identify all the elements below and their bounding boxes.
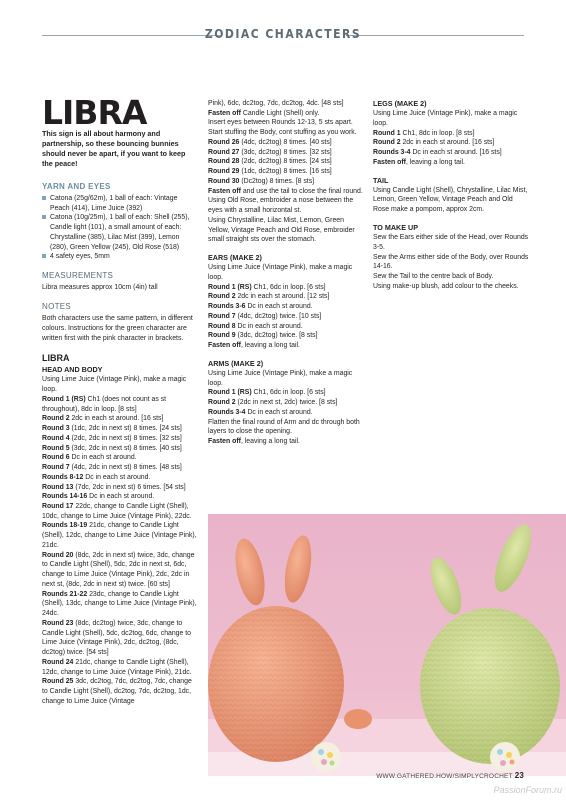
instruction-line <box>373 109 529 128</box>
instruction-text: (1dc, 2dc in next st) 8 times. [24 sts] <box>69 425 182 433</box>
yarn-item: Catona (25g/62m), 1 ball of each: Vintage Peach (414), Lime Juice (392) <box>42 194 198 213</box>
instruction-text: , leaving a long tail. <box>240 342 300 350</box>
round-label: Round 7 <box>42 464 70 472</box>
instruction-text: Dc in each st around. <box>83 473 151 481</box>
instruction-line <box>208 109 364 119</box>
instruction-text: 22dc, change to Candle Light (Shell), 10dc, change to Lime Juice (Vintage Pink), 22dc. <box>42 503 192 520</box>
instruction-text: Dc in each st around. [16 sts] <box>410 149 502 157</box>
body-instructions <box>208 99 364 245</box>
instruction-line <box>208 128 364 138</box>
round-label: Round 17 <box>42 503 74 511</box>
column-1 <box>42 93 198 706</box>
instruction-text: Ch1, 6dc in loop. [6 sts] <box>251 389 326 397</box>
instruction-line <box>208 118 364 128</box>
instruction-line <box>208 388 364 398</box>
arms-heading: ARMS (MAKE 2) <box>208 358 264 368</box>
makeup-line: Sew the Arms either side of the Body, over Rounds 14-16. <box>373 253 529 271</box>
instruction-text: (8dc, dc2tog) twice, 3dc, change to Candle Light (Shell), 5dc, dc2tog, 6dc, change to Lime Juice (Vintage Pink), 2dc, dc2tog, (8dc, dc2tog) twice. [54 sts] <box>42 619 192 657</box>
round-label: Round 25 <box>42 678 74 686</box>
instruction-line <box>208 341 364 351</box>
instruction-text: (2dc in next st, 2dc) twice. [8 sts] <box>235 399 338 407</box>
bunnies-photo <box>208 514 566 776</box>
instruction-line <box>208 283 364 293</box>
instruction-text: Candle Light (Shell) only. <box>240 109 320 117</box>
instruction-text: Using Lime Juice (Vintage Pink), make a magic loop. <box>42 376 187 394</box>
round-label: Round 9 <box>208 332 236 340</box>
round-label: Round 2 <box>208 399 236 407</box>
instruction-text: Flatten the final round of Arm and dc through both layers to close the opening. <box>208 418 360 436</box>
instruction-text: , leaving a long tail. <box>240 438 300 446</box>
column-3 <box>373 99 529 291</box>
instruction-text: Dc in each st around. <box>69 454 137 462</box>
instruction-line <box>42 395 198 414</box>
instruction-line <box>42 677 198 706</box>
instruction-line <box>42 375 198 394</box>
notes-text: Both characters use the same pattern, in different colours. Instructions for the green character are written first with the pink character in brackets. <box>42 315 193 342</box>
measurements-text: Libra measures approx 10cm (4in) tall <box>42 284 158 292</box>
instruction-line <box>208 292 364 302</box>
instruction-line <box>42 434 198 444</box>
libra-heading: LIBRA <box>42 352 70 363</box>
makeup-line: Sew the Tail to the centre back of Body. <box>373 273 494 281</box>
round-label: Rounds 21-22 <box>42 590 88 598</box>
round-label: Fasten off <box>208 342 241 350</box>
round-label: Round 30 <box>208 177 240 185</box>
round-label: Round 2 <box>373 139 401 147</box>
head-body-heading: HEAD AND BODY <box>42 365 103 375</box>
round-label: Round 5 <box>42 444 70 452</box>
round-label: Fasten off <box>208 438 241 446</box>
round-label: Round 6 <box>42 454 70 462</box>
column-2 <box>208 99 364 447</box>
round-label: Round 1 (RS) <box>208 283 252 291</box>
makeup-line: Sew the Ears either side of the Head, over Rounds 3-5. <box>373 234 529 251</box>
instruction-text: (Dc2tog) 8 times. [8 sts] <box>239 177 315 185</box>
section-header: ZODIAC CHARACTERS <box>204 27 362 41</box>
instruction-text: (3dc, 2dc in next st) 8 times. [40 sts] <box>69 444 182 452</box>
round-label: Round 29 <box>208 168 240 176</box>
instruction-text: Using Lime Juice (Vintage Pink), make a magic loop. <box>208 369 353 387</box>
round-label: Round 23 <box>42 619 74 627</box>
yarn-heading: YARN AND EYES <box>42 181 111 191</box>
instruction-text: , leaving a long tail. <box>405 158 465 166</box>
page-title: LIBRA <box>42 93 147 132</box>
yarn-item: Catona (10g/25m), 1 ball of each: Shell (255), Candle light (101), a small amount of each: Chrystalline (385), Lilac Mist (399), Lemon (280), Green Yellow (245), Old Rose (518) <box>42 213 198 252</box>
instruction-line <box>208 369 364 388</box>
instruction-text: 2dc in each st around. [12 sts] <box>235 293 330 301</box>
round-label: Round 8 <box>208 322 236 330</box>
makeup-heading: TO MAKE UP <box>373 222 418 232</box>
tail-text: Using Candle Light (Shell), Chrystalline, Lilac Mist, Lemon, Green Yellow, Vintage Peach and Old Rose make a pompom, approx 2cm. <box>373 186 528 214</box>
instruction-text: (4dc, dc2tog) 8 times. [40 sts] <box>239 138 332 146</box>
instruction-text: Using Chrystalline, Lilac Mist, Lemon, Green Yellow, Vintage Peach and Old Rose, embroider small straight sts over the stomach. <box>208 216 355 244</box>
instruction-line <box>208 167 364 177</box>
instruction-line <box>208 263 364 282</box>
instruction-text: (1dc, dc2tog) 8 times. [16 sts] <box>239 168 332 176</box>
instruction-line <box>42 453 198 463</box>
instruction-line <box>208 157 364 167</box>
instruction-text: (4dc, dc2tog) twice. [10 sts] <box>235 312 322 320</box>
instruction-text: Dc in each st around. <box>245 408 313 416</box>
instruction-line <box>373 148 529 158</box>
round-label: Rounds 3-6 <box>208 303 246 311</box>
round-label: Rounds 8-12 <box>42 473 84 481</box>
instruction-line <box>42 502 198 521</box>
intro-text: This sign is all about harmony and partnership, so these bouncing bunnies should never be apart, if you want to keep the peace! <box>42 129 186 168</box>
instruction-line <box>208 302 364 312</box>
notes-heading: NOTES <box>42 302 72 312</box>
round-label: Round 1 (RS) <box>208 389 252 397</box>
round-label: Round 13 <box>42 483 74 491</box>
makeup-line: Using make-up blush, add colour to the cheeks. <box>373 282 519 290</box>
round-label: Rounds 3-4 <box>208 408 246 416</box>
instruction-text: Ch1, 8dc in loop. [8 sts] <box>400 129 475 137</box>
instruction-text: (3dc, dc2tog) twice. [8 sts] <box>235 332 318 340</box>
instruction-line <box>208 187 364 197</box>
instruction-text: (7dc, 2dc in next st) 6 times. [54 sts] <box>73 483 186 491</box>
instruction-text: 23dc, change to Candle Light (Shell), 13dc, change to Lime Juice (Vintage Pink), 24dc. <box>42 590 197 618</box>
tail-heading: TAIL <box>373 175 389 185</box>
round-label: Round 7 <box>208 312 236 320</box>
round-label: Rounds 18-19 <box>42 522 88 530</box>
instruction-line <box>42 424 198 434</box>
round-label: Round 3 <box>42 425 70 433</box>
instruction-line <box>208 418 364 437</box>
instruction-line <box>42 492 198 502</box>
round-label: Rounds 3-4 <box>373 149 411 157</box>
head-body-instructions <box>42 375 198 706</box>
instruction-text: and use the tail to close the final round. <box>240 187 363 195</box>
instruction-line <box>42 414 198 424</box>
round-label: Round 26 <box>208 138 240 146</box>
instruction-line <box>42 551 198 590</box>
instruction-text: 2dc in each st around. [16 sts] <box>400 139 495 147</box>
arms-instructions <box>208 369 364 447</box>
instruction-line <box>208 99 364 109</box>
legs-instructions <box>373 109 529 167</box>
instruction-line <box>208 138 364 148</box>
round-label: Round 27 <box>208 148 240 156</box>
instruction-line <box>208 196 364 215</box>
instruction-line <box>208 216 364 245</box>
round-label: Rounds 14-16 <box>42 493 88 501</box>
instruction-text: (3dc, dc2tog) 8 times. [32 sts] <box>239 148 332 156</box>
instruction-line <box>42 521 198 550</box>
page-footer <box>376 771 524 780</box>
instruction-text: 21dc, change to Candle Light (Shell), 12dc, change to Lime Juice (Vintage Pink), 21dc. <box>42 522 197 549</box>
ears-heading: EARS (MAKE 2) <box>208 253 262 263</box>
round-label: Round 28 <box>208 158 240 166</box>
instruction-text: 2dc in each st around. [16 sts] <box>69 415 164 423</box>
instruction-line <box>42 658 198 677</box>
round-label: Round 1 (RS) <box>42 395 86 403</box>
round-label: Round 1 <box>373 129 401 137</box>
instruction-text: Using Old Rose, embroider a nose between the eyes with a small horizontal st. <box>208 197 354 215</box>
instruction-text: 3dc, dc2tog, 7dc, dc2tog, 7dc, change to Candle Light (Shell), dc2tog, 7dc, dc2tog, 1dc, change to Lime Juice (Vintage <box>42 678 192 705</box>
yarn-item: 4 safety eyes, 5mm <box>42 252 198 262</box>
instruction-line <box>42 619 198 658</box>
round-label: Round 2 <box>42 415 70 423</box>
ears-instructions <box>208 263 364 351</box>
round-label: Round 4 <box>42 434 70 442</box>
round-label: Round 2 <box>208 293 236 301</box>
instruction-line <box>208 408 364 418</box>
instruction-line <box>373 138 529 148</box>
instruction-text: Insert eyes between Rounds 12-13, 5 sts apart. <box>208 119 353 127</box>
instruction-text: Using Lime Juice (Vintage Pink), make a magic loop. <box>373 110 518 127</box>
instruction-text: Ch1, 6dc in loop. [6 sts] <box>251 283 326 291</box>
instruction-line <box>208 331 364 341</box>
round-label: Fasten off <box>208 187 241 195</box>
legs-heading: LEGS (MAKE 2) <box>373 99 427 108</box>
instruction-text: (4dc, 2dc in next st) 8 times. [48 sts] <box>69 464 182 472</box>
watermark: PassionForum.ru <box>493 785 562 795</box>
instruction-text: (8dc, 2dc in next st) twice, 3dc, change to Candle Light (Shell), 5dc, 2dc in next st, 6dc, change to Lime Juice (Vintage Pink), 2dc, 2dc in next st, (8dc, 2dc in next st) twice. [60 sts] <box>42 551 195 588</box>
instruction-text: Ch1 (does not count as st throughout), 8dc in loop. [8 sts] <box>42 395 167 413</box>
instruction-line <box>208 148 364 158</box>
instruction-text: (2dc, 2dc in next st) 8 times. [32 sts] <box>69 434 182 442</box>
round-label: Fasten off <box>373 158 406 166</box>
measurements-heading: MEASUREMENTS <box>42 271 114 281</box>
instruction-text: Dc in each st around. <box>87 493 155 501</box>
instruction-line <box>42 590 198 619</box>
instruction-text: Using Lime Juice (Vintage Pink), make a magic loop. <box>208 264 353 281</box>
instruction-text: (2dc, dc2tog) 8 times. [24 sts] <box>239 158 332 166</box>
instruction-line <box>208 312 364 322</box>
instruction-line <box>42 473 198 483</box>
round-label: Round 20 <box>42 551 74 559</box>
instruction-text: 21dc, change to Candle Light (Shell), 12dc, change to Lime Juice (Vintage Pink), 21dc. <box>42 658 192 676</box>
footer-url[interactable]: WWW.GATHERED.HOW/SIMPLYCROCHET <box>376 773 513 780</box>
instruction-line <box>42 463 198 473</box>
round-label: Round 24 <box>42 658 74 666</box>
instruction-line <box>42 444 198 454</box>
instruction-line <box>208 398 364 408</box>
instruction-line <box>42 483 198 493</box>
instruction-text: Dc in each st around. <box>245 303 313 311</box>
round-label: Fasten off <box>208 109 241 117</box>
instruction-line <box>208 437 364 447</box>
instruction-text: Start stuffing the Body, cont stuffing as you work. <box>208 129 357 137</box>
instruction-line <box>208 177 364 187</box>
instruction-line <box>373 129 529 139</box>
instruction-line <box>373 158 529 168</box>
instruction-line <box>208 322 364 332</box>
page-number: 23 <box>514 771 524 780</box>
instruction-text: Dc in each st around. <box>235 322 303 330</box>
instruction-text: Pink), 6dc, dc2tog, 7dc, dc2tog, 4dc. [48 sts] <box>208 100 344 107</box>
